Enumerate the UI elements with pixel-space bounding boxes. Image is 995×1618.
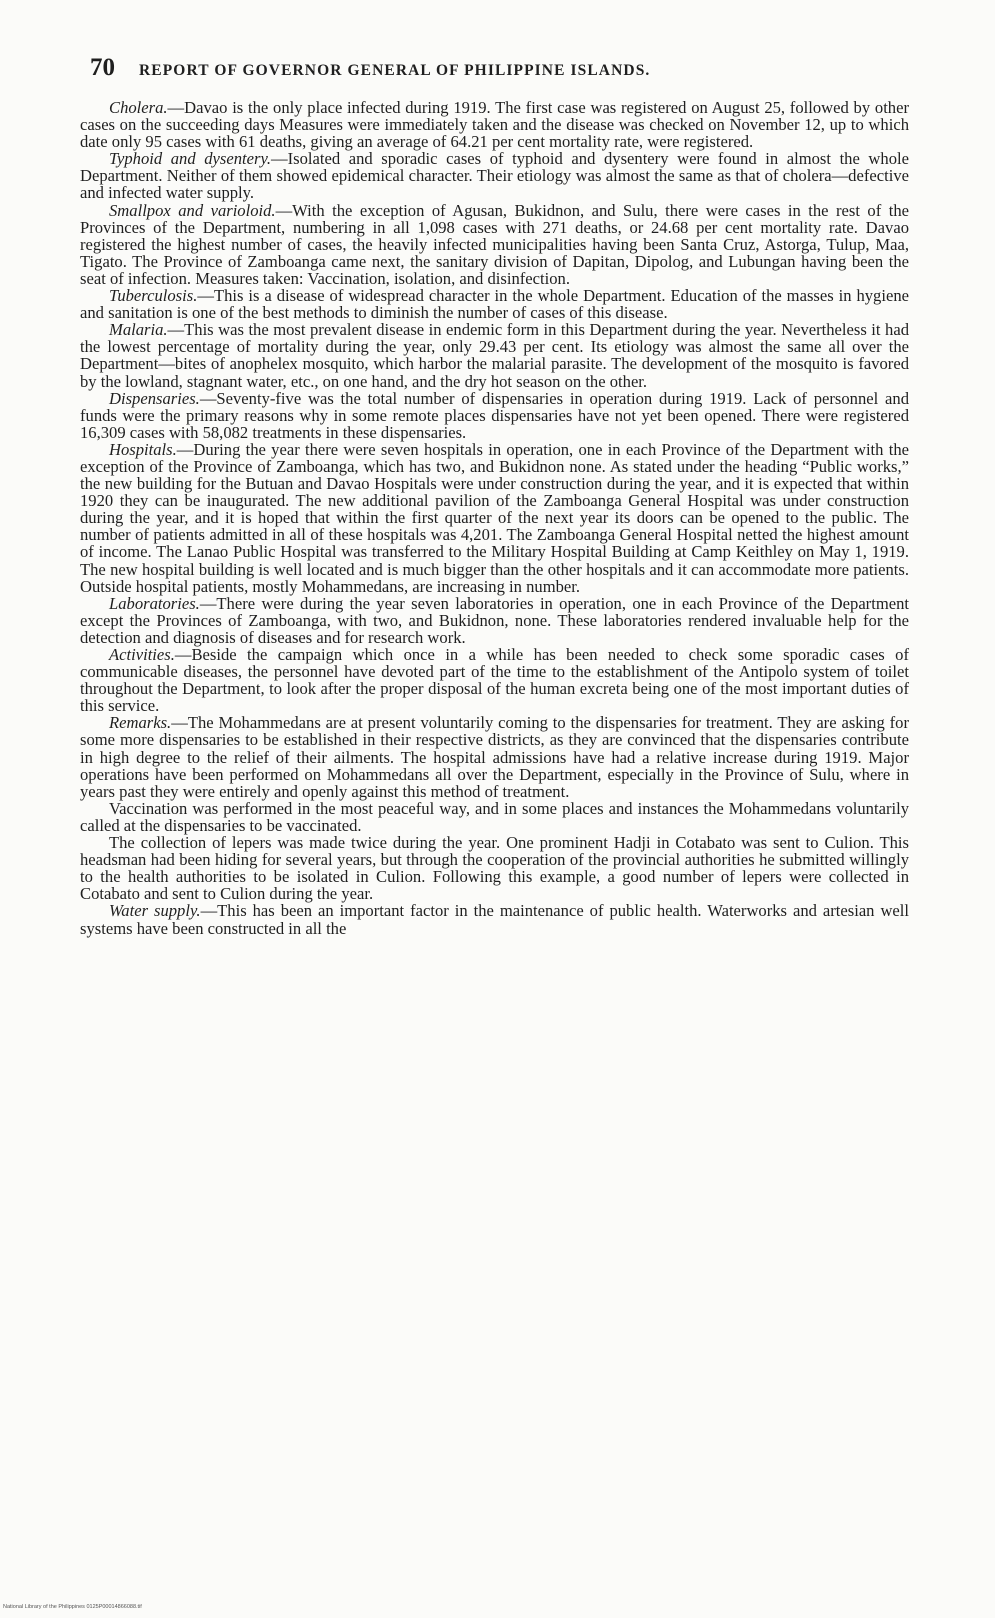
paragraph-smallpox-varioloid	[80, 202, 909, 287]
paragraph-vaccination	[80, 800, 909, 834]
paragraph-text: —Seventy-five was the total number of dispensaries in operation during 1919. Lack of personnel and funds were the primary reasons why in some remote places dispensaries have not yet been opened. There were registered 16,309 cases with 58,082 treatments in these dispensaries.	[80, 388, 909, 442]
paragraph-text: —This was the most prevalent disease in endemic form in this Department during the year. Nevertheless it had the lowest percentage of mortality during the year, only 29.43 per cent. Its etiology was almost the same all over the Department—bites of anophelex mosquito, which harbor the malarial parasite. The development of the mosquito is favored by the lowland, stagnant water, etc., on one hand, and the dry hot season on the other.	[80, 320, 909, 391]
page-header	[90, 54, 910, 86]
paragraph-dispensaries	[80, 390, 909, 441]
paragraph-hospitals	[80, 441, 909, 595]
report-body	[80, 99, 909, 937]
paragraph-heading: Cholera.	[109, 98, 168, 117]
paragraph-cholera	[80, 99, 909, 150]
running-title: REPORT OF GOVERNOR GENERAL OF PHILIPPINE ISLANDS.	[139, 62, 651, 79]
paragraph-heading: Remarks.	[109, 713, 172, 733]
paragraph-heading: Laboratories.	[109, 593, 200, 613]
paragraph-remarks	[80, 714, 909, 799]
paragraph-text: —Beside the campaign which once in a while has been needed to check some sporadic cases of communicable diseases, the personnel have devoted part of the time to the establishment of the Antipolo system of toilet throughout the Department, to look after the proper disposal of the human excreta being one of the most important duties of this service.	[80, 645, 909, 716]
paragraph-text: —Davao is the only place infected during 1919. The first case was registered on August 25, followed by other cases on the succeeding days Measures were immediately taken and the disease was checked on November 12, up to which date only 95 cases with 61 deaths, giving an average of 64.21 per cent mortality rate, were registered.	[80, 98, 909, 152]
paragraph-text: —This is a disease of widespread character in the whole Department. Education of the masses in hygiene and sanitation is one of the best methods to diminish the number of cases of this disease.	[80, 286, 909, 323]
paragraph-activities	[80, 646, 909, 714]
paragraph-typhoid-dysentery	[80, 150, 909, 201]
paragraph-water-supply	[80, 902, 909, 936]
paragraph-lepers	[80, 834, 909, 902]
paragraph-heading: Malaria.	[109, 320, 168, 340]
page-number: 70	[90, 54, 115, 81]
paragraph-heading: Activities.	[109, 645, 175, 664]
paragraph-heading: Water supply.	[109, 901, 201, 921]
paragraph-laboratories	[80, 595, 909, 646]
paragraph-text: —With the exception of Agusan, Bukidnon, and Sulu, there were cases in the rest of the Provinces of the Department, numbering in all 1,098 cases with 271 deaths, or 24.68 per cent mortality rate. Davao registered the highest number of cases, the heavily infected municipalities having been Santa Cruz, Astorga, Tulup, Maa, Tigato. The Province of Zamboanga came next, the sanitary division of Dapitan, Dipolog, and Lubungan having been the seat of infection. Measures taken: Vaccination, isolation, and disinfection.	[80, 200, 909, 288]
paragraph-text: —There were during the year seven laboratories in operation, one in each Province of the Department except the Provinces of Zamboanga, with two, and Bukidnon, none. These laboratories rendered invaluable help for the detection and diagnosis of diseases and for research work.	[80, 593, 909, 647]
paragraph-heading: Hospitals.	[109, 439, 177, 459]
paragraph-tuberculosis	[80, 287, 909, 321]
paragraph-malaria	[80, 321, 909, 389]
paragraph-heading: Dispensaries.	[109, 388, 200, 408]
paragraph-heading: Smallpox and varioloid.	[109, 200, 276, 220]
paragraph-text: —During the year there were seven hospitals in operation, one in each Province of the Department with the exception of the Province of Zamboanga, which has two, and Bukidnon none. As stated under the heading “Public works,” the new building for the Butuan and Davao Hospitals were under construction during the year, and it is expected that within 1920 they can be inaugurated. The new additional pavilion of the Zamboanga General Hospital was under construction during the year, and it is hoped that within the first quarter of the next year its doors can be opened to the public. The number of patients admitted in all of these hospitals was 4,201. The Zamboanga General Hospital netted the highest amount of income. The Lanao Public Hospital was transferred to the Military Hospital Building at Camp Keithley on May 1, 1919. The new hospital building is well located and is much bigger than the other hospitals and it can accommodate more patients. Outside hospital patients, mostly Mohammedans, are increasing in number.	[80, 439, 909, 596]
paragraph-heading: Typhoid and dysentery.	[109, 149, 272, 169]
paragraph-text: The collection of lepers was made twice during the year. One prominent Hadji in Cotabato was sent to Culion. This headsman had been hiding for several years, but through the cooperation of the provincial authorities he submitted willingly to the health authorities to be isolated in Culion. Following this example, a good number of lepers were collected in Cotabato and sent to Culion during the year.	[80, 833, 909, 904]
paragraph-heading: Tuberculosis.	[109, 286, 198, 306]
scan-footer-note: National Library of the Philippines 0125P00014866088.tif	[3, 1604, 142, 1610]
paragraph-text: —This has been an important factor in the maintenance of public health. Waterworks and artesian well systems have been constructed in all the	[80, 901, 910, 938]
paragraph-text: —Isolated and sporadic cases of typhoid and dysentery were found in almost the whole Department. Neither of them showed epidemical character. Their etiology was almost the same as that of cholera—defective and infected water supply.	[80, 149, 909, 203]
paragraph-text: Vaccination was performed in the most peaceful way, and in some places and instances the Mohammedans voluntarily called at the dispensaries to be vaccinated.	[80, 798, 909, 835]
paragraph-text: —The Mohammedans are at present voluntarily coming to the dispensaries for treatment. They are asking for some more dispensaries to be established in their respective districts, as they are convinced that the dispensaries contribute in high degree to the relief of their ailments. The hospital admissions have had a relative increase during 1919. Major operations have been performed on Mohammedans all over the Department, especially in the Province of Sulu, where in years past they were entirely and openly against this method of treatment.	[80, 713, 909, 801]
